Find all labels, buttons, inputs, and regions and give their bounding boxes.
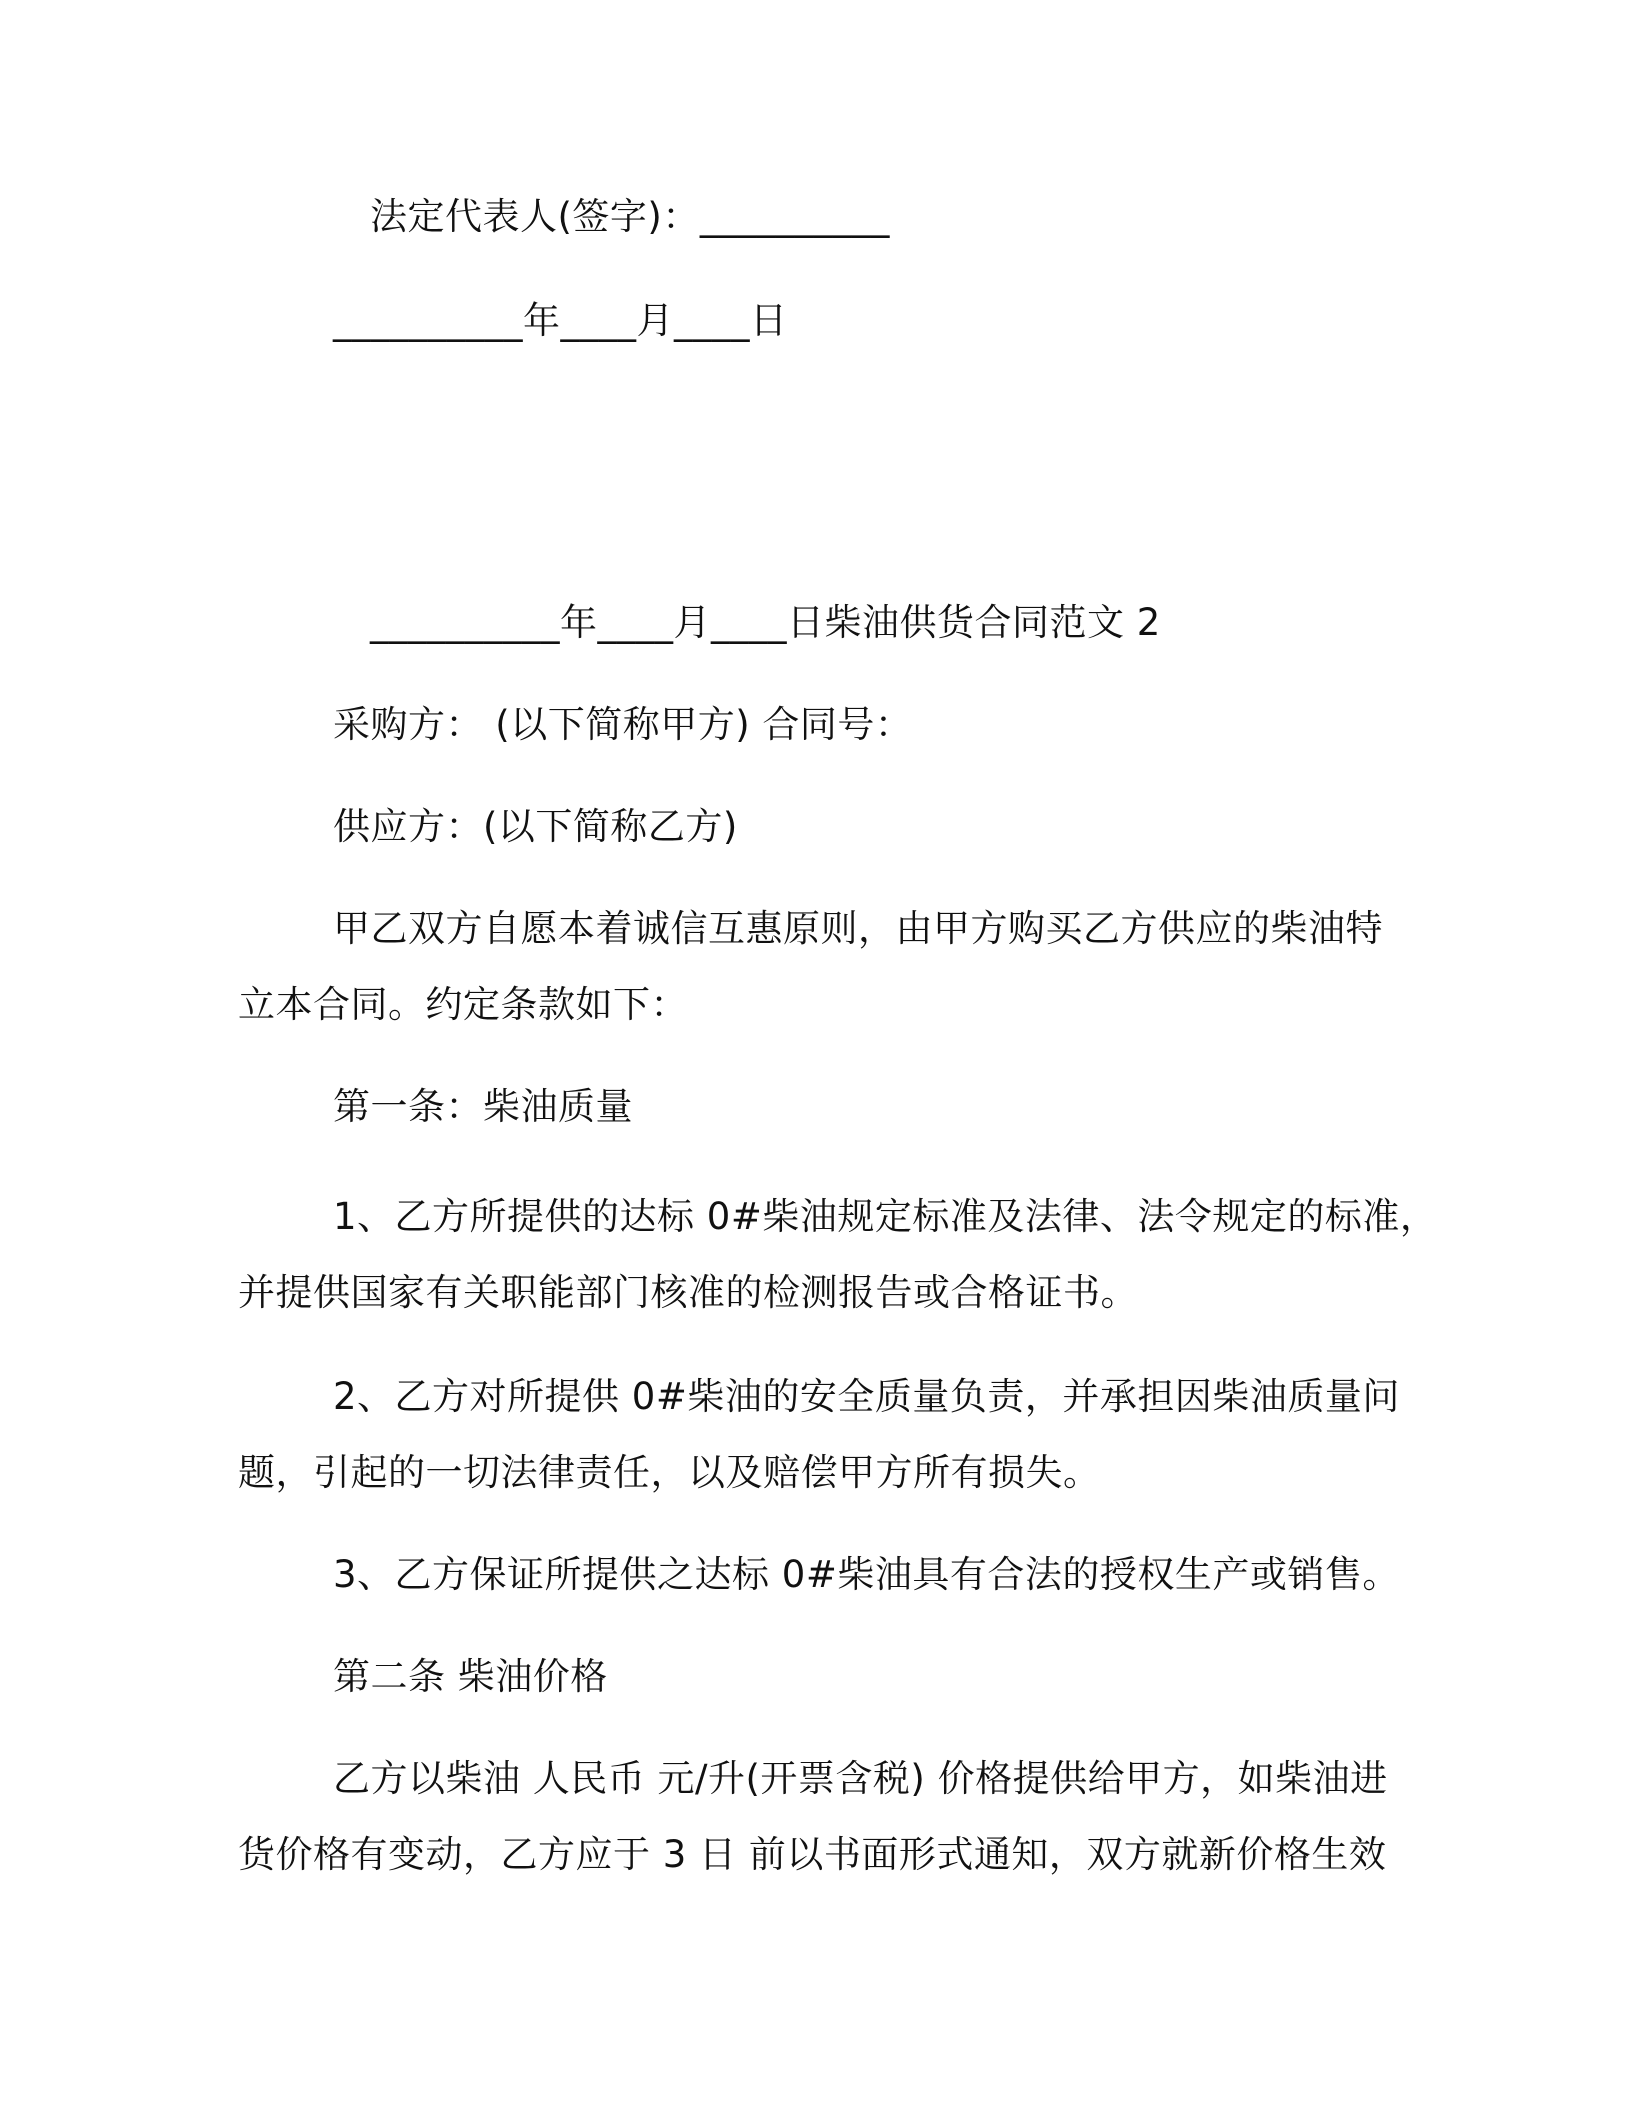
clause1-line2: 并提供国家有关职能部门核准的检测报告或合格证书。: [238, 1271, 1138, 1314]
signature-line: 法定代表人(签字)：__________: [370, 195, 890, 238]
article2-heading: 第二条 柴油价格: [333, 1655, 608, 1698]
article1-heading: 第一条：柴油质量: [333, 1085, 633, 1128]
clause2-line2: 题，引起的一切法律责任，以及赔偿甲方所有损失。: [238, 1451, 1101, 1494]
buyer-line: 采购方： (以下简称甲方) 合同号：: [333, 703, 913, 746]
intro-paragraph-line1: 甲乙双方自愿本着诚信互惠原则，由甲方购买乙方供应的柴油特: [333, 907, 1383, 950]
date-line: __________年____月____日: [333, 299, 788, 342]
seller-line: 供应方：(以下简称乙方): [333, 805, 738, 848]
price-paragraph-line2: 货价格有变动，乙方应于 3 日 前以书面形式通知，双方就新价格生效: [238, 1833, 1387, 1876]
clause2-line1: 2、乙方对所提供 0#柴油的安全质量负责，并承担因柴油质量问: [333, 1375, 1400, 1418]
intro-paragraph-line2: 立本合同。约定条款如下：: [238, 983, 688, 1026]
price-paragraph-line1: 乙方以柴油 人民币 元/升(开票含税) 价格提供给甲方，如柴油进: [333, 1757, 1388, 1800]
clause1-line1: 1、乙方所提供的达标 0#柴油规定标准及法律、法令规定的标准，: [333, 1195, 1438, 1238]
clause3-line1: 3、乙方保证所提供之达标 0#柴油具有合法的授权生产或销售。: [333, 1553, 1400, 1596]
contract-title: __________年____月____日柴油供货合同范文 2: [370, 601, 1161, 644]
